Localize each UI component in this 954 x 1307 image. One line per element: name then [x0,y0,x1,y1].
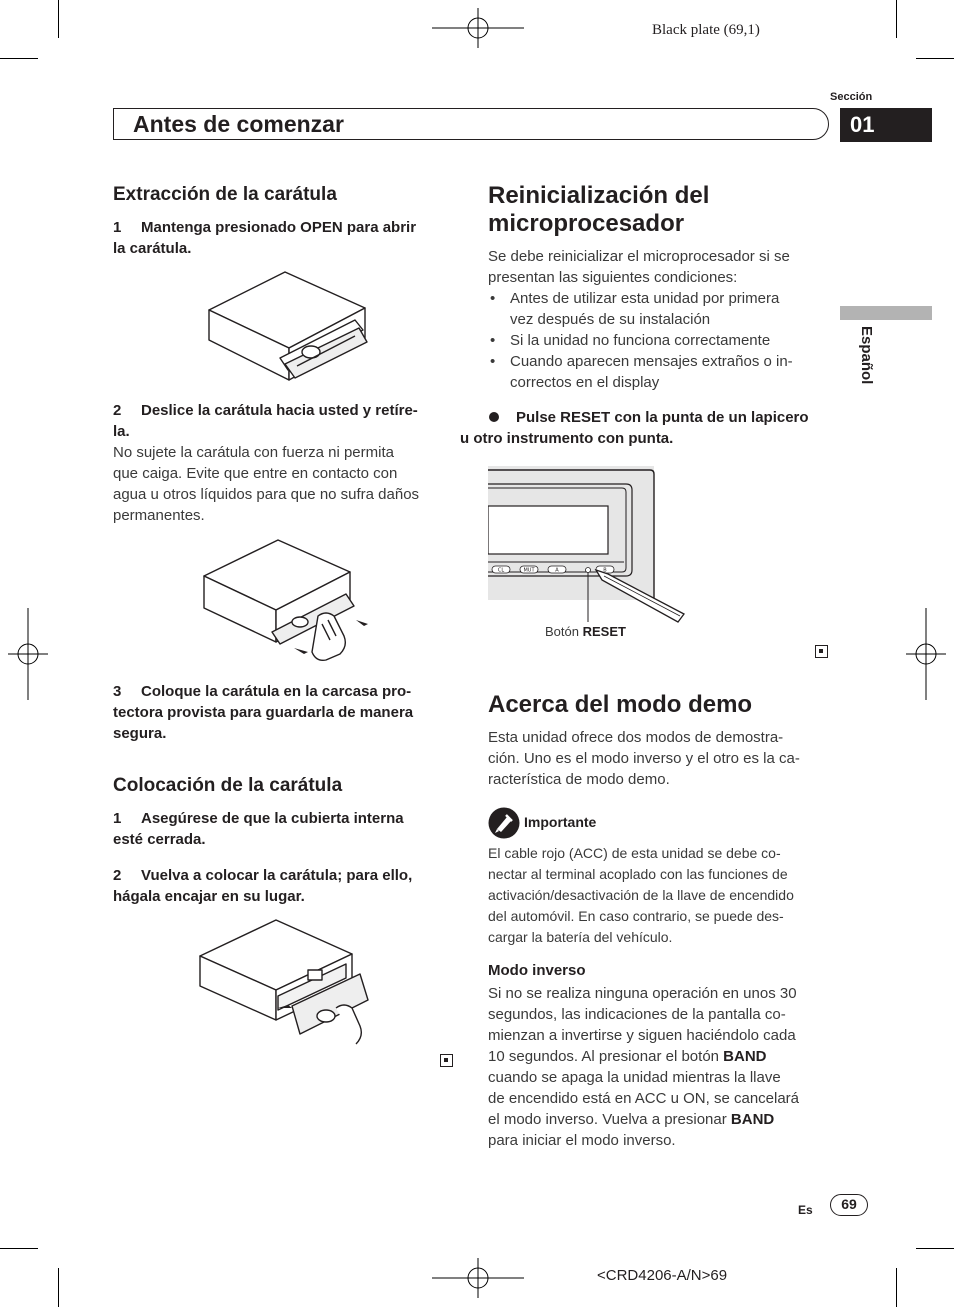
step-text: segura. [113,725,167,742]
extract-title: Extracción de la carátula [113,184,337,205]
registration-mark-icon [432,8,524,48]
unit-button-label: A [555,567,559,574]
step-number: 2 [113,402,122,419]
section-label: Sección [830,91,873,103]
reset-intro: Se debe reinicializar el microprocesador si se presentan las siguientes condiciones: [488,248,790,286]
important-paragraph: El cable rojo (ACC) de esta unidad se debe co- nectar al terminal acoplado con las funciones de activación/desactivación de la llave de encendido del automóvil. En caso contrario, se puede des- cargar la batería del vehículo. [488,845,794,945]
extract-step-3 [113,681,453,744]
faceplate-attach-illustration [196,916,376,1048]
end-mark-icon [440,1054,453,1067]
step-number: 1 [113,810,122,827]
step-text: la. [113,423,130,440]
registration-mark-icon [906,608,946,700]
step-text: esté cerrada. [113,831,206,848]
important-icon [488,807,520,839]
crop-mark [58,1268,59,1307]
extract-step-2 [113,400,453,442]
page-number: 69 [830,1194,868,1216]
step-text: Mantenga presionado OPEN para abrir [141,219,417,236]
reset-caption: Botón RESET [545,624,626,639]
extract-step-1 [113,217,453,259]
crop-mark [916,1248,954,1249]
crop-mark [0,1248,38,1249]
faceplate-open-illustration [205,268,370,383]
unit-button-label: MUT [523,567,535,574]
step-text: Asegúrese de que la cubierta interna [141,810,404,827]
step-text: Pulse RESET con la punta de un lapicero [516,409,809,426]
attach-step-1 [113,808,453,850]
section-number: 01 [840,108,932,142]
step-text: tectora provista para guardarla de manera [113,704,414,721]
faceplate-remove-illustration [200,536,370,664]
registration-mark-icon [8,608,48,700]
footer-code: <CRD4206-A/N>69 [597,1267,728,1284]
unit-button-label: CL [497,567,505,574]
step-number: 2 [113,867,122,884]
important-label: Importante [524,814,597,830]
demo-intro: Esta unidad ofrece dos modos de demostra- ción. Uno es el modo inverso y el otro es la ca- racterística de modo demo. [488,729,800,788]
step-number: 3 [113,683,122,700]
reset-bullet: • Antes de utilizar esta unidad por primera vez después de su instalación [488,288,840,330]
crop-mark [58,0,59,38]
language-tab [840,306,932,320]
reset-bullet: • Cuando aparecen mensajes extraños o in- correctos en el display [488,351,840,393]
demo-title: Acerca del modo demo [488,691,753,718]
inverse-mode-title: Modo inverso [488,962,586,979]
step-text: hágala encajar en su lugar. [113,888,305,905]
step-text: Deslice la carátula hacia usted y retíre- [141,402,418,419]
step-text: u otro instrumento con punta. [460,430,674,447]
language-code: Es [798,1203,813,1217]
attach-title: Colocación de la carátula [113,775,343,796]
crop-mark [896,0,897,38]
step-text: Vuelva a colocar la carátula; para ello, [141,867,413,884]
language-label: Español [858,326,875,385]
inverse-mode-paragraph: Si no se realiza ninguna operación en unos 30 segundos, las indicaciones de la pantalla co- mienzan a invertirse y siguen haciéndolo cada 10 segundos. Al presionar el botón BAND cuando se apaga la unidad mientras la llave de encendido está en ACC u ON, se cancelará el modo inverso. Vuelva a presionar BAND para iniciar el modo inverso. [488,985,800,1149]
page-title: Antes de comenzar [133,111,344,137]
unit-button-label: B [603,567,607,574]
step-text: la carátula. [113,240,192,257]
registration-mark-icon [432,1258,524,1298]
attach-step-2 [113,865,453,907]
reset-bullet: • Si la unidad no funciona correctamente [488,330,840,351]
reset-step [460,407,833,449]
step-number: 1 [113,219,122,236]
end-mark-icon [815,645,828,658]
step-text: Coloque la carátula en la carcasa pro- [141,683,412,700]
crop-mark [896,1268,897,1307]
crop-mark [0,58,38,59]
plate-label: Black plate (69,1) [652,22,760,38]
crop-mark [916,58,954,59]
reset-title: Reinicialización del microprocesador [488,182,710,237]
reset-button-illustration [488,466,688,626]
extract-paragraph: No sujete la carátula con fuerza ni permita que caiga. Evite que entre en contacto con agua u otros líquidos para que no sufra daños permanentes. [113,444,420,524]
